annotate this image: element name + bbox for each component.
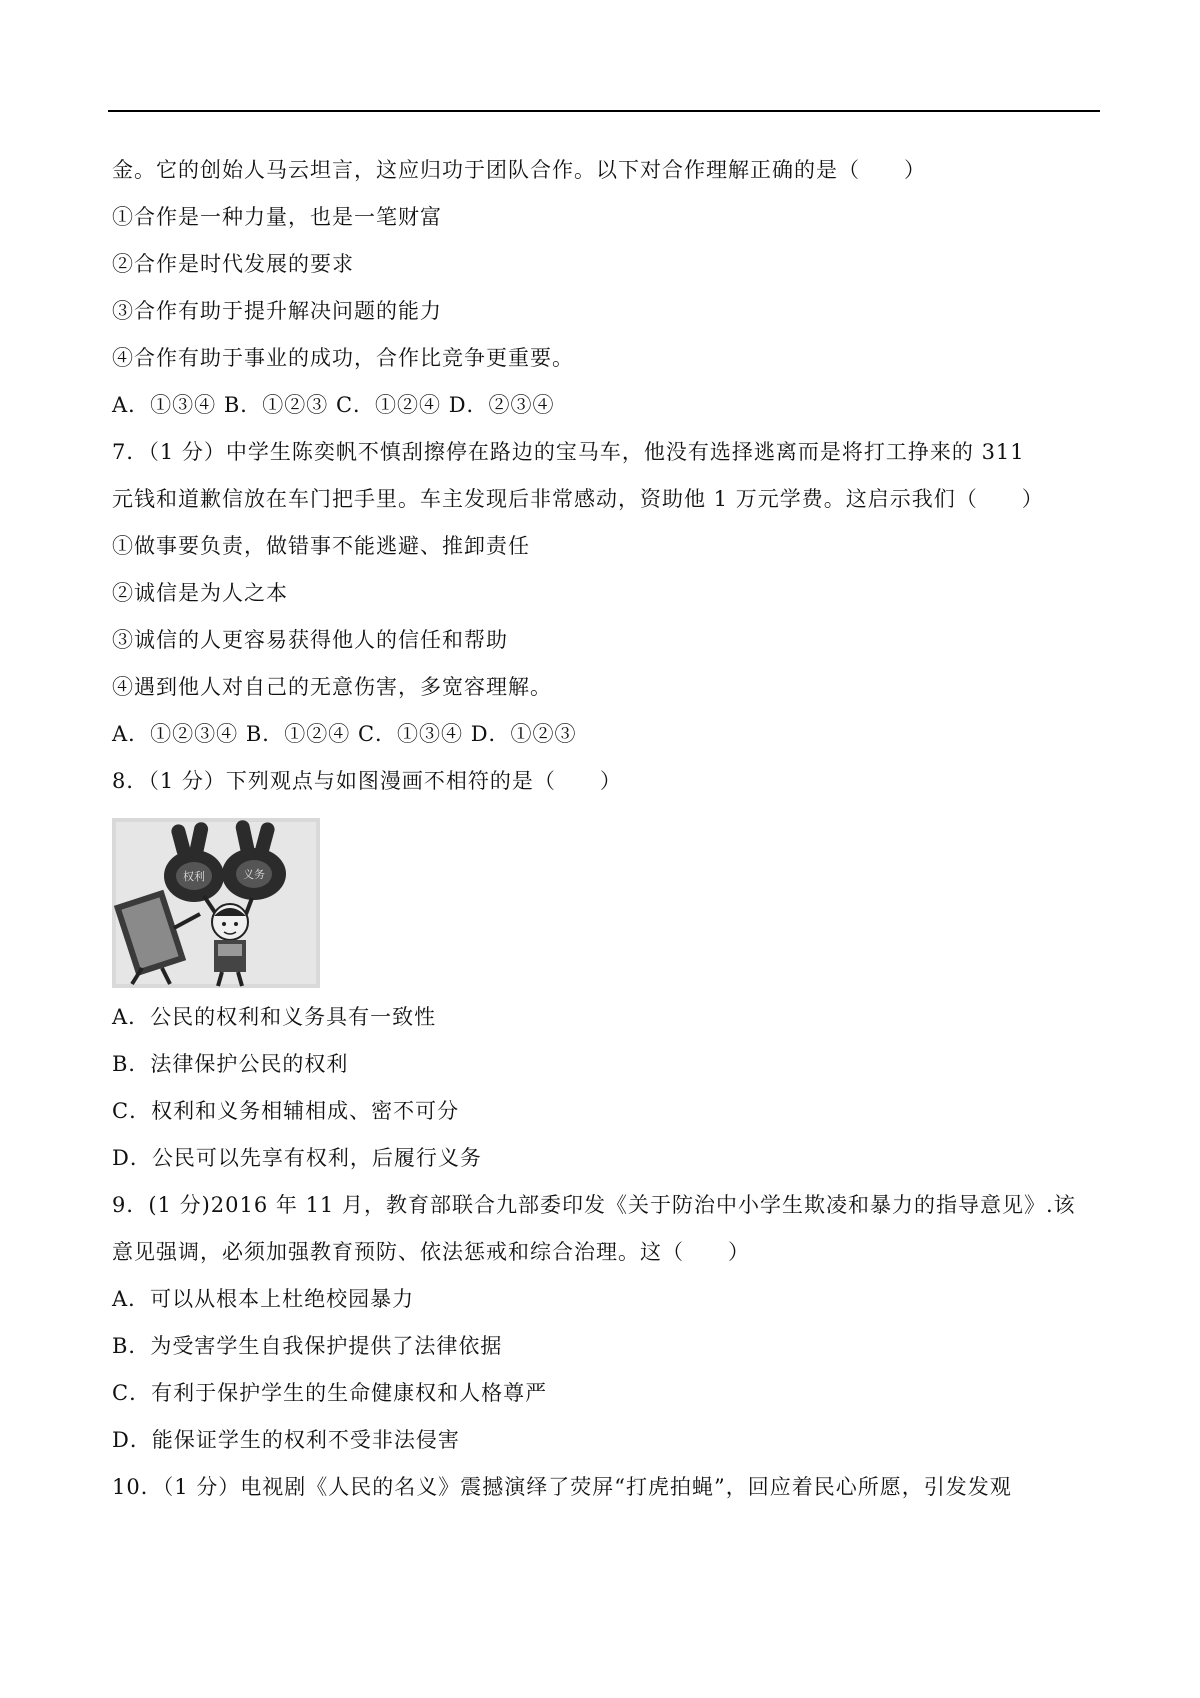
q8-option-d: D．公民可以先享有权利，后履行义务 bbox=[112, 1146, 482, 1170]
q9-option-c: C．有利于保护学生的生命健康权和人格尊严 bbox=[112, 1381, 548, 1405]
q7-statement-3: ③诚信的人更容易获得他人的信任和帮助 bbox=[112, 628, 508, 652]
right-glove-label: 义务 bbox=[243, 868, 265, 881]
q8-stem: 8．（1 分）下列观点与如图漫画不相符的是（ ） bbox=[112, 769, 622, 793]
q6-statement-4: ④合作有助于事业的成功，合作比竞争更重要。 bbox=[112, 346, 574, 370]
q8-option-a: A．公民的权利和义务具有一致性 bbox=[112, 1005, 437, 1029]
q6-statement-2: ②合作是时代发展的要求 bbox=[112, 252, 354, 276]
q7-statement-2: ②诚信是为人之本 bbox=[112, 581, 288, 605]
q9-stem-line-2: 意见强调，必须加强教育预防、依法惩戒和综合治理。这（ ） bbox=[112, 1240, 750, 1264]
q9-stem-line-1: 9．(1 分)2016 年 11 月，教育部联合九部委印发《关于防治中小学生欺凌和暴力的指导意见》.该 bbox=[112, 1193, 1076, 1217]
q8-option-c: C．权利和义务相辅相成、密不可分 bbox=[112, 1099, 460, 1123]
q7-statement-1: ①做事要负责，做错事不能逃避、推卸责任 bbox=[112, 534, 530, 558]
q7-stem-line-1: 7．（1 分）中学生陈奕帆不慎刮擦停在路边的宝马车，他没有选择逃离而是将打工挣来的 311 bbox=[112, 440, 1025, 464]
q7-stem-line-2: 元钱和道歉信放在车门把手里。车主发现后非常感动，资助他 1 万元学费。这启示我们（ ） bbox=[112, 487, 1044, 511]
cartoon-illustration bbox=[112, 818, 320, 988]
q7-options: A．①②③④ B．①②④ C．①③④ D．①②③ bbox=[112, 722, 577, 746]
q9-option-b: B．为受害学生自我保护提供了法律依据 bbox=[112, 1334, 503, 1358]
q8-option-b: B．法律保护公民的权利 bbox=[112, 1052, 349, 1076]
q9-option-a: A．可以从根本上杜绝校园暴力 bbox=[112, 1287, 415, 1311]
q6-stem-continued: 金。它的创始人马云坦言，这应归功于团队合作。以下对合作理解正确的是（ ） bbox=[112, 158, 926, 182]
left-glove-label: 权利 bbox=[183, 870, 205, 883]
q6-options: A．①③④ B．①②③ C．①②④ D．②③④ bbox=[112, 393, 555, 417]
q6-statement-1: ①合作是一种力量，也是一笔财富 bbox=[112, 205, 442, 229]
q9-option-d: D．能保证学生的权利不受非法侵害 bbox=[112, 1428, 460, 1452]
cartoon-image bbox=[112, 818, 320, 988]
header-rule bbox=[108, 110, 1100, 112]
q7-statement-4: ④遇到他人对自己的无意伤害，多宽容理解。 bbox=[112, 675, 552, 699]
q6-statement-3: ③合作有助于提升解决问题的能力 bbox=[112, 299, 442, 323]
q10-stem: 10．（1 分）电视剧《人民的名义》震撼演绎了荧屏“打虎拍蝇”，回应着民心所愿，引发发观 bbox=[112, 1475, 1012, 1499]
